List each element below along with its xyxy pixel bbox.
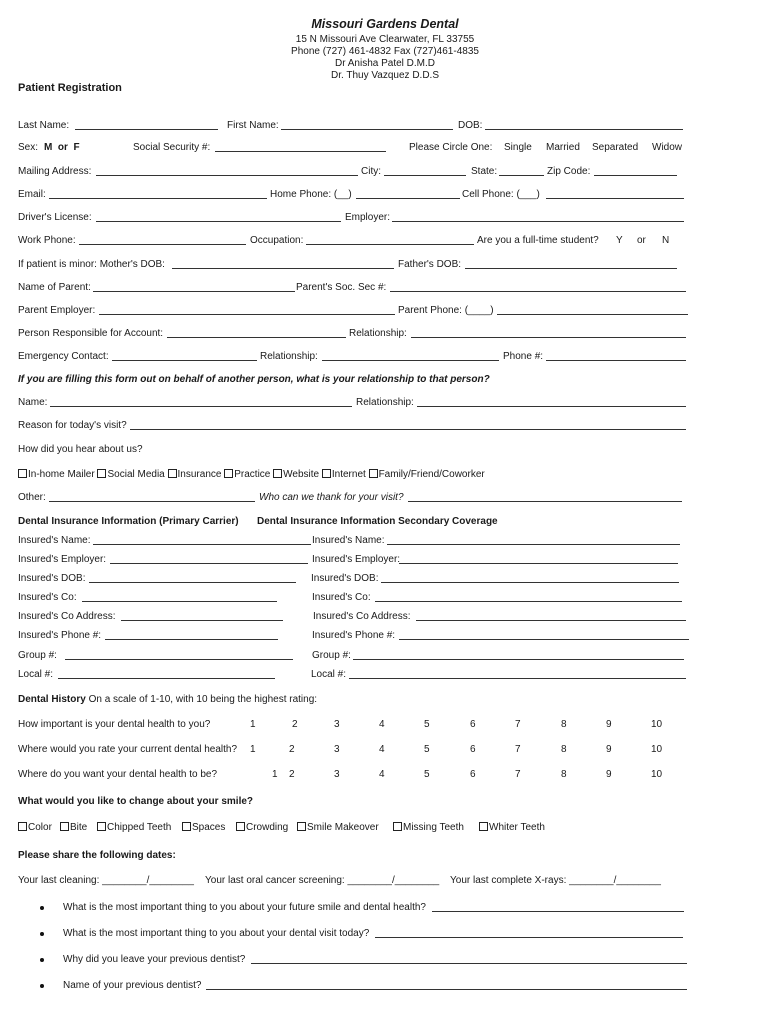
secondary-insured-dob-label: Insured's DOB: — [311, 573, 379, 584]
checkbox[interactable] — [168, 469, 177, 478]
bullet-icon — [40, 932, 44, 936]
city-label: City: — [361, 166, 381, 177]
sex-label: Sex: — [18, 142, 39, 153]
scale-7[interactable]: 7 — [515, 744, 521, 755]
checkbox[interactable] — [18, 822, 27, 831]
mailing-address-label: Mailing Address: — [18, 166, 92, 177]
practice-phone-fax: Phone (727) 461-4832 Fax (727)461-4835 — [291, 46, 479, 57]
secondary-insured-co-label: Insured's Co: — [312, 592, 371, 603]
option-family-friend-coworker[interactable]: Family/Friend/Coworker — [369, 469, 485, 480]
parent-name-label: Name of Parent: — [18, 282, 91, 293]
name-field[interactable] — [50, 406, 352, 407]
scale-4[interactable]: 4 — [379, 769, 385, 780]
checkbox[interactable] — [60, 822, 69, 831]
primary-insured-name-field[interactable] — [93, 544, 311, 545]
secondary-insurance-heading: Dental Insurance Information Secondary Coverage — [257, 516, 498, 527]
scale-3[interactable]: 3 — [334, 744, 340, 755]
cell-phone-label: Cell Phone: (___) — [462, 189, 540, 200]
option-insurance[interactable]: Insurance — [168, 469, 222, 480]
other-label: Other: — [18, 492, 46, 503]
option-website[interactable]: Website — [273, 469, 319, 480]
scale-1[interactable]: 1 — [250, 744, 256, 755]
responsible-relationship-field[interactable] — [411, 337, 686, 338]
primary-insured-dob-field[interactable] — [89, 582, 296, 583]
reason-field[interactable] — [130, 429, 686, 430]
smile-option-bite[interactable]: Bite — [60, 822, 87, 834]
scale-6[interactable]: 6 — [470, 769, 476, 780]
employer-field[interactable] — [392, 221, 684, 222]
previous-dentist-field[interactable] — [206, 989, 687, 990]
dob-label: DOB: — [458, 120, 483, 131]
checkbox[interactable] — [369, 469, 378, 478]
scale-5[interactable]: 5 — [424, 744, 430, 755]
scale-4[interactable]: 4 — [379, 744, 385, 755]
scale-9[interactable]: 9 — [606, 719, 612, 730]
work-phone-label: Work Phone: — [18, 235, 76, 246]
secondary-local-field[interactable] — [349, 678, 686, 679]
parent-employer-field[interactable] — [99, 314, 395, 315]
dental-history-subheading: On a scale of 1-10, with 10 being the highest rating: — [88, 694, 318, 705]
smile-option-smile-makeover[interactable]: Smile Makeover — [297, 822, 379, 834]
secondary-insured-dob-field[interactable] — [381, 582, 679, 583]
future-smile-field[interactable] — [432, 911, 684, 912]
ssn-field[interactable] — [215, 151, 386, 152]
secondary-insured-co-address-label: Insured's Co Address: — [313, 611, 411, 622]
home-phone-label: Home Phone: (__) — [270, 189, 352, 200]
home-phone-field[interactable] — [356, 198, 460, 199]
occupation-field[interactable] — [306, 244, 474, 245]
bullet-icon — [40, 984, 44, 988]
cell-phone-field[interactable] — [546, 198, 684, 199]
parent-ssn-field[interactable] — [390, 291, 686, 292]
scale-9[interactable]: 9 — [606, 744, 612, 755]
emergency-relationship-label: Relationship: — [260, 351, 318, 362]
practice-address: 15 N Missouri Ave Clearwater, FL 33755 — [295, 34, 475, 45]
option-practice[interactable]: Practice — [224, 469, 270, 480]
smile-option-spaces[interactable]: Spaces — [182, 822, 225, 834]
option-in-home-mailer[interactable]: In-home Mailer — [18, 469, 95, 480]
city-field[interactable] — [384, 175, 466, 176]
primary-insurance-heading: Dental Insurance Information (Primary Carrier) — [18, 516, 239, 527]
drivers-license-label: Driver's License: — [18, 212, 92, 223]
email-label: Email: — [18, 189, 46, 200]
doctor-name-2: Dr. Thuy Vazquez D.D.S — [330, 70, 439, 81]
checkbox[interactable] — [236, 822, 245, 831]
marital-option-single[interactable]: Single — [504, 142, 532, 153]
sex-options[interactable]: M or F — [44, 142, 80, 153]
scale-10[interactable]: 10 — [651, 719, 663, 730]
scale-10[interactable]: 10 — [651, 744, 663, 755]
scale-3[interactable]: 3 — [334, 719, 340, 730]
scale-2[interactable]: 2 — [289, 744, 295, 755]
behalf-question: If you are filling this form out on behalf of another person, what is your relationship to that person? — [18, 374, 490, 385]
smile-option-chipped-teeth[interactable]: Chipped Teeth — [97, 822, 171, 834]
primary-local-label: Local #: — [18, 669, 54, 680]
last-screening-date[interactable]: Your last oral cancer screening: ________/________ — [205, 875, 440, 886]
scale-9[interactable]: 9 — [606, 769, 612, 780]
checkbox[interactable] — [273, 469, 282, 478]
behalf-relationship-label: Relationship: — [356, 397, 414, 408]
last-xrays-date[interactable]: Your last complete X-rays: ________/________ — [450, 875, 661, 886]
secondary-local-label: Local #: — [311, 669, 347, 680]
name-label: Name: — [18, 397, 48, 408]
mailing-address-field[interactable] — [96, 175, 358, 176]
primary-insured-employer-field[interactable] — [110, 563, 308, 564]
scale-2[interactable]: 2 — [289, 769, 295, 780]
hear-options — [18, 469, 485, 481]
form-title: Patient Registration — [18, 82, 122, 94]
scale-3[interactable]: 3 — [334, 769, 340, 780]
secondary-insured-co-address-field[interactable] — [416, 620, 686, 621]
option-social-media[interactable]: Social Media — [97, 469, 164, 480]
parent-phone-field[interactable] — [497, 314, 688, 315]
dental-history-title: Dental History — [18, 694, 86, 705]
emergency-phone-label: Phone #: — [503, 351, 544, 362]
bullet-dental-visit: What is the most important thing to you about your dental visit today? — [63, 928, 370, 939]
secondary-insured-name-field[interactable] — [387, 544, 680, 545]
father-dob-field[interactable] — [465, 268, 677, 269]
scale-10[interactable]: 10 — [651, 769, 663, 780]
parent-name-field[interactable] — [93, 291, 295, 292]
primary-insured-name-label: Insured's Name: — [18, 535, 91, 546]
scale-8[interactable]: 8 — [561, 719, 567, 730]
dates-heading: Please share the following dates: — [18, 850, 176, 861]
zip-code-label: Zip Code: — [547, 166, 591, 177]
primary-insured-phone-label: Insured's Phone #: — [18, 630, 102, 641]
responsible-label: Person Responsible for Account: — [18, 328, 164, 339]
option-internet[interactable]: Internet — [322, 469, 366, 480]
smile-question: What would you like to change about your smile? — [18, 796, 254, 807]
doctor-name-1: Dr Anisha Patel D.M.D — [334, 58, 436, 69]
emergency-relationship-field[interactable] — [322, 360, 499, 361]
first-name-label: First Name: — [227, 120, 279, 131]
bullet-icon — [40, 958, 44, 962]
scale-5[interactable]: 5 — [424, 719, 430, 730]
question-importance: How important is your dental health to you? — [18, 719, 211, 730]
checkbox[interactable] — [18, 469, 27, 478]
scale-6[interactable]: 6 — [470, 744, 476, 755]
circle-one-label: Please Circle One: — [409, 142, 493, 153]
secondary-group-field[interactable] — [353, 659, 684, 660]
checkbox[interactable] — [182, 822, 191, 831]
reason-label: Reason for today's visit? — [18, 420, 127, 431]
scale-7[interactable]: 7 — [515, 719, 521, 730]
primary-insured-co-label: Insured's Co: — [18, 592, 77, 603]
scale-7[interactable]: 7 — [515, 769, 521, 780]
smile-option-color[interactable]: Color — [18, 822, 52, 834]
checkbox[interactable] — [224, 469, 233, 478]
student-option-yes[interactable]: Y — [616, 235, 623, 246]
last-cleaning-date[interactable]: Your last cleaning: ________/________ — [18, 875, 194, 886]
secondary-group-label: Group #: — [312, 650, 351, 661]
primary-insured-co-address-label: Insured's Co Address: — [18, 611, 116, 622]
dental-history-heading — [18, 694, 317, 706]
responsible-field[interactable] — [167, 337, 346, 338]
secondary-insured-name-label: Insured's Name: — [312, 535, 385, 546]
primary-local-field[interactable] — [58, 678, 275, 679]
checkbox[interactable] — [97, 822, 106, 831]
checkbox[interactable] — [322, 469, 331, 478]
scale-1[interactable]: 1 — [250, 719, 256, 730]
ssn-label: Social Security #: — [133, 142, 211, 153]
question-current-health: Where would you rate your current dental health? — [18, 744, 238, 755]
checkbox[interactable] — [97, 469, 106, 478]
scale-4[interactable]: 4 — [379, 719, 385, 730]
marital-option-separated[interactable]: Separated — [592, 142, 639, 153]
dob-field[interactable] — [485, 129, 683, 130]
emergency-contact-field[interactable] — [112, 360, 257, 361]
hear-about-label: How did you hear about us? — [18, 444, 143, 455]
primary-insured-dob-label: Insured's DOB: — [18, 573, 86, 584]
primary-group-label: Group #: — [18, 650, 57, 661]
drivers-license-field[interactable] — [96, 221, 341, 222]
work-phone-field[interactable] — [79, 244, 246, 245]
scale-2[interactable]: 2 — [292, 719, 298, 730]
dental-visit-field[interactable] — [375, 937, 683, 938]
secondary-insured-phone-field[interactable] — [399, 639, 689, 640]
checkbox[interactable] — [393, 822, 402, 831]
marital-option-widow[interactable]: Widow — [652, 142, 683, 153]
marital-option-married[interactable]: Married — [546, 142, 580, 153]
scale-8[interactable]: 8 — [561, 744, 567, 755]
emergency-phone-field[interactable] — [546, 360, 686, 361]
secondary-insured-co-field[interactable] — [375, 601, 682, 602]
state-field[interactable] — [499, 175, 544, 176]
bullet-future-smile: What is the most important thing to you about your future smile and dental health? — [63, 902, 426, 913]
primary-insured-co-address-field[interactable] — [121, 620, 283, 621]
parent-phone-label: Parent Phone: (____) — [398, 305, 494, 316]
student-or: or — [637, 235, 646, 246]
bullet-previous-dentist: Name of your previous dentist? — [63, 980, 202, 991]
secondary-insured-employer-label: Insured's Employer: — [312, 554, 401, 565]
email-field[interactable] — [49, 198, 267, 199]
smile-option-whiter-teeth[interactable]: Whiter Teeth — [479, 822, 545, 834]
student-question: Are you a full-time student? — [477, 235, 599, 246]
last-name-field[interactable] — [75, 129, 218, 130]
checkbox[interactable] — [297, 822, 306, 831]
scale-6[interactable]: 6 — [470, 719, 476, 730]
other-field[interactable] — [49, 501, 255, 502]
scale-5[interactable]: 5 — [424, 769, 430, 780]
last-name-label: Last Name: — [18, 120, 70, 131]
primary-insured-phone-field[interactable] — [105, 639, 278, 640]
parent-employer-label: Parent Employer: — [18, 305, 96, 316]
question-desired-health: Where do you want your dental health to be? — [18, 769, 218, 780]
behalf-relationship-field[interactable] — [417, 406, 686, 407]
primary-group-field[interactable] — [65, 659, 293, 660]
mother-dob-field[interactable] — [172, 268, 394, 269]
secondary-insured-employer-field[interactable] — [399, 563, 678, 564]
checkbox[interactable] — [479, 822, 488, 831]
occupation-label: Occupation: — [250, 235, 304, 246]
thank-field[interactable] — [408, 501, 682, 502]
first-name-field[interactable] — [281, 129, 453, 130]
thank-label: Who can we thank for your visit? — [259, 492, 404, 503]
state-label: State: — [471, 166, 498, 177]
bullet-leave-dentist: Why did you leave your previous dentist? — [63, 954, 246, 965]
mother-dob-label: If patient is minor: Mother's DOB: — [18, 259, 165, 270]
leave-dentist-field[interactable] — [251, 963, 687, 964]
scale-8[interactable]: 8 — [561, 769, 567, 780]
emergency-contact-label: Emergency Contact: — [18, 351, 109, 362]
secondary-insured-phone-label: Insured's Phone #: — [312, 630, 396, 641]
smile-option-missing-teeth[interactable]: Missing Teeth — [393, 822, 464, 834]
student-option-no[interactable]: N — [662, 235, 670, 246]
responsible-relationship-label: Relationship: — [349, 328, 407, 339]
father-dob-label: Father's DOB: — [398, 259, 462, 270]
primary-insured-employer-label: Insured's Employer: — [18, 554, 107, 565]
bullet-icon — [40, 906, 44, 910]
scale-1[interactable]: 1 — [272, 769, 278, 780]
smile-option-crowding[interactable]: Crowding — [236, 822, 288, 834]
employer-label: Employer: — [345, 212, 391, 223]
practice-name: Missouri Gardens Dental — [311, 17, 459, 31]
primary-insured-co-field[interactable] — [82, 601, 277, 602]
parent-ssn-label: Parent's Soc. Sec #: — [296, 282, 387, 293]
zip-code-field[interactable] — [594, 175, 677, 176]
